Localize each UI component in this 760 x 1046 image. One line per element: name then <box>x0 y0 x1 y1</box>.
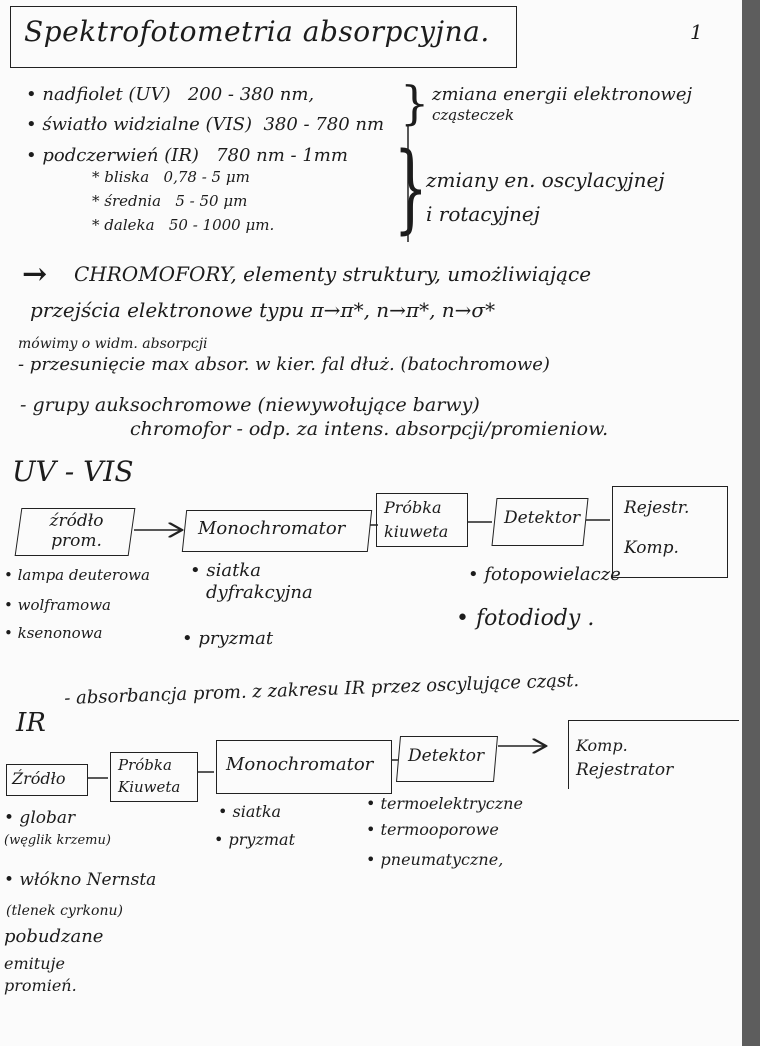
arrow-icon: → <box>22 257 48 292</box>
ir-source-label: Źródło <box>12 769 66 788</box>
ir-source-1: • globar <box>4 808 76 828</box>
note-ir-line1: zmiany en. oscylacyjnej <box>426 168 665 192</box>
uvvis-mono-3: • pryzmat <box>182 628 274 649</box>
ir-computer-label: Komp. <box>576 736 628 755</box>
page-number: 1 <box>690 20 703 44</box>
ir-detector-label: Detektor <box>408 746 485 766</box>
uvvis-source-2: • wolframowa <box>4 596 111 614</box>
ir-sample-label: Próbka <box>118 756 172 774</box>
chromophores-line1: CHROMOFORY, elementy struktury, umożliwiające <box>74 262 592 286</box>
uvvis-sample-label: Próbka <box>384 498 442 517</box>
ir-definition: - absorbancja prom. z zakresu IR przez oscylujące cząst. <box>63 670 580 709</box>
range-vis: • światło widzialne (VIS) 380 - 780 nm <box>26 114 385 135</box>
ir-monochromator-label: Monochromator <box>226 754 374 775</box>
ir-detector-1: • termoelektryczne <box>366 794 523 813</box>
chromophores-line4: - przesunięcie max absor. w kier. fal dłuż. (batochromowe) <box>18 354 550 375</box>
page-edge-shadow <box>742 0 760 1046</box>
note-uvvis-line2: cząsteczek <box>432 106 515 124</box>
range-ir: • podczerwień (IR) 780 nm - 1mm <box>26 145 348 166</box>
ir-source-2-note-2: pobudzane <box>4 926 104 947</box>
uvvis-detector-2: • fotodiody . <box>456 606 595 631</box>
ir-source-2: • włókno Nernsta <box>4 870 157 890</box>
chromophores-line2: przejścia elektronowe typu π→π*, n→π*, n→σ* <box>30 298 496 322</box>
uvvis-recorder-label: Rejestr. <box>624 498 690 518</box>
chromophores-line3: mówimy o widm. absorpcji <box>18 336 208 352</box>
range-uv: • nadfiolet (UV) 200 - 380 nm, <box>26 84 315 105</box>
ir-source-2-note-4: promień. <box>4 976 77 995</box>
ir-source-2-note: (tlenek cyrkonu) <box>6 903 123 919</box>
page-title: Spektrofotometria absorpcyjna. <box>24 15 490 48</box>
uvvis-detector-1: • fotopowielacze <box>468 564 621 585</box>
uvvis-mono-2: dyfrakcyjna <box>206 582 313 603</box>
ir-mono-1: • siatka <box>218 802 282 821</box>
uvvis-source-label: źródło prom. <box>49 511 104 551</box>
ir-heading: IR <box>16 708 46 738</box>
uvvis-source-1: • lampa deuterowa <box>4 566 150 584</box>
ir-near: * bliska 0,78 - 5 μm <box>92 168 250 186</box>
ir-far: * daleka 50 - 1000 μm. <box>92 216 275 234</box>
brace-ir: } <box>394 132 428 244</box>
ir-detector-3: • pneumatyczne, <box>366 850 504 869</box>
ir-recorder-label: Rejestrator <box>576 760 674 780</box>
note-ir-line2: i rotacyjnej <box>426 202 540 226</box>
ir-mid: * średnia 5 - 50 μm <box>92 192 248 210</box>
uvvis-cuvette-label: kiuweta <box>384 522 449 541</box>
uvvis-computer-label: Komp. <box>624 538 679 558</box>
chromophores-line6: chromofor - odp. za intens. absorpcji/promieniow. <box>130 418 609 440</box>
ir-source-2-note-3: emituje <box>4 954 65 973</box>
ir-cuvette-label: Kiuweta <box>118 778 181 796</box>
note-uvvis-line1: zmiana energii elektronowej <box>432 84 693 105</box>
brace-uvvis: } <box>400 76 430 130</box>
ir-source-1-note: (węglik krzemu) <box>4 833 111 848</box>
ir-mono-2: • pryzmat <box>214 830 296 849</box>
uvvis-monochromator-label: Monochromator <box>198 518 346 539</box>
uvvis-source-3: • ksenonowa <box>4 624 103 642</box>
ir-detector-2: • termooporowe <box>366 820 499 839</box>
chromophores-line5: - grupy auksochromowe (niewywołujące barwy) <box>20 394 480 416</box>
uvvis-mono-1: • siatka <box>190 560 261 581</box>
uvvis-heading: UV - VIS <box>12 455 134 488</box>
uvvis-detector-label: Detektor <box>504 508 581 528</box>
